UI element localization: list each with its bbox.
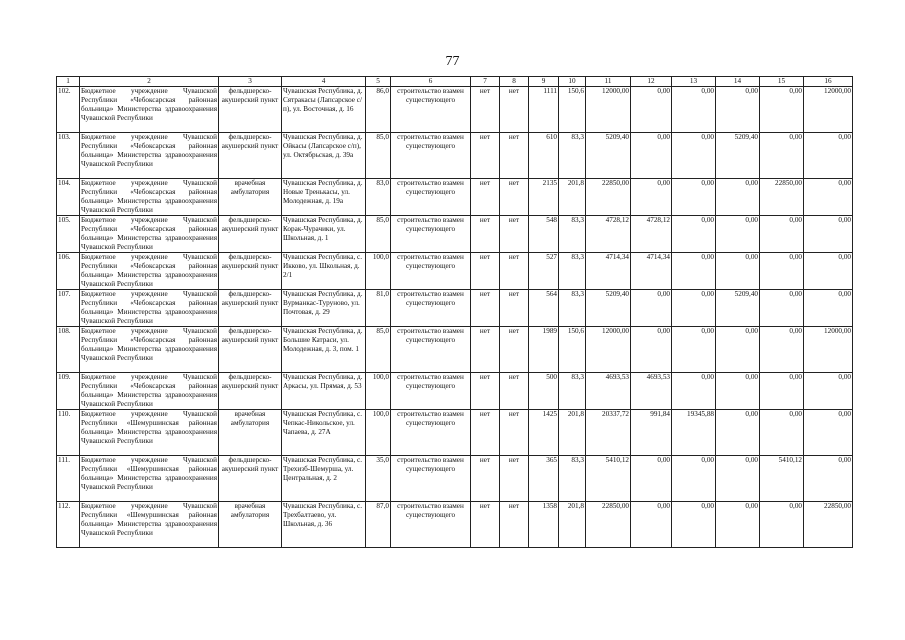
column-number-row bbox=[57, 77, 853, 87]
col-14-cell: 0,00 bbox=[716, 502, 760, 548]
address-cell: Чувашская Республика, с. Чепкас-Никольское, ул. Чапаева, д. 27А bbox=[282, 410, 366, 456]
institution-cell: Бюджетное учреждение Чувашской Республики «Чебоксарская районная больница» Министерства здравоохранения Чувашской Республики bbox=[81, 373, 217, 408]
institution-cell: Бюджетное учреждение Чувашской Республики «Чебоксарская районная больница» Министерства здравоохранения Чувашской Республики bbox=[81, 253, 217, 288]
col-10-cell: 83,3 bbox=[559, 216, 586, 253]
table-row bbox=[57, 327, 853, 373]
col-7-cell: нет bbox=[471, 373, 500, 410]
row-number-cell: 103. bbox=[57, 133, 80, 179]
area-cell: 85,0 bbox=[366, 327, 391, 373]
col-13-cell: 0,00 bbox=[672, 502, 716, 548]
col-14-cell: 0,00 bbox=[716, 216, 760, 253]
institution-cell: Бюджетное учреждение Чувашской Республики «Чебоксарская районная больница» Министерства здравоохранения Чувашской Республики bbox=[80, 133, 219, 179]
col-14-cell: 0,00 bbox=[716, 253, 760, 290]
table-row bbox=[57, 410, 853, 456]
row-number-cell: 109. bbox=[57, 373, 80, 410]
col-10-cell: 201,8 bbox=[559, 179, 586, 216]
col-7-cell: нет bbox=[471, 290, 500, 327]
address-cell: Чувашская Республика, д. Корак-Чурачики, ул. Школьная, д. 1 bbox=[282, 216, 366, 253]
col-12-cell: 4728,12 bbox=[631, 216, 672, 253]
column-number: 13 bbox=[672, 77, 716, 87]
column-number: 10 bbox=[559, 77, 586, 87]
table-row bbox=[57, 456, 853, 502]
col-12-cell: 991,84 bbox=[631, 410, 672, 456]
row-number-cell: 106. bbox=[57, 253, 80, 290]
col-9-cell: 365 bbox=[529, 456, 559, 502]
col-8-cell: нет bbox=[500, 253, 529, 290]
row-number-cell: 110. bbox=[57, 410, 80, 456]
planned-action-cell: строительство взамен существующего bbox=[391, 179, 471, 216]
facility-type-cell: фельдшерско-акушерский пункт bbox=[219, 87, 282, 133]
col-12-cell: 0,00 bbox=[631, 290, 672, 327]
planned-action-cell: строительство взамен существующего bbox=[391, 410, 471, 456]
col-8-cell: нет bbox=[500, 87, 529, 133]
col-15-cell: 0,00 bbox=[760, 327, 804, 373]
col-16-cell: 0,00 bbox=[804, 253, 853, 290]
row-number-cell: 112. bbox=[57, 502, 80, 548]
col-10-cell: 201,8 bbox=[559, 502, 586, 548]
col-7-cell: нет bbox=[471, 179, 500, 216]
row-number-cell: 104. bbox=[57, 179, 80, 216]
row-number-cell: 105. bbox=[57, 216, 80, 253]
facility-type-cell: фельдшерско-акушерский пункт bbox=[219, 290, 282, 327]
address-cell: Чувашская Республика, д. Аркасы, ул. Прямая, д. 53 bbox=[282, 373, 366, 410]
area-cell: 86,0 bbox=[366, 87, 391, 133]
column-number: 15 bbox=[760, 77, 804, 87]
col-16-cell: 22850,00 bbox=[804, 502, 853, 548]
col-10-cell: 150,6 bbox=[559, 87, 586, 133]
col-15-cell: 0,00 bbox=[760, 410, 804, 456]
col-9-cell: 2135 bbox=[529, 179, 559, 216]
col-12-cell: 0,00 bbox=[631, 327, 672, 373]
col-10-cell: 83,3 bbox=[559, 290, 586, 327]
column-number: 8 bbox=[500, 77, 529, 87]
institution-cell: Бюджетное учреждение Чувашской Республики «Чебоксарская районная больница» Министерства здравоохранения Чувашской Республики bbox=[80, 87, 219, 133]
column-number: 14 bbox=[716, 77, 760, 87]
col-9-cell: 1111 bbox=[529, 87, 559, 133]
col-7-cell: нет bbox=[471, 410, 500, 456]
table-row bbox=[57, 373, 853, 410]
col-13-cell: 0,00 bbox=[672, 133, 716, 179]
col-16-cell: 0,00 bbox=[804, 133, 853, 179]
col-11-cell: 5209,40 bbox=[586, 290, 631, 327]
col-7-cell: нет bbox=[471, 456, 500, 502]
col-8-cell: нет bbox=[500, 456, 529, 502]
col-8-cell: нет bbox=[500, 410, 529, 456]
column-number: 11 bbox=[586, 77, 631, 87]
planned-action-cell: строительство взамен существующего bbox=[391, 456, 471, 502]
col-16-cell: 0,00 bbox=[804, 373, 853, 410]
institution-cell: Бюджетное учреждение Чувашской Республики «Чебоксарская районная больница» Министерства здравоохранения Чувашской Республики bbox=[81, 216, 217, 251]
address-cell: Чувашская Республика, д. Ойкасы (Лапсарское с/п), ул. Октябрьская, д. 39а bbox=[282, 133, 366, 179]
facility-type-cell: врачебная амбулатория bbox=[219, 502, 282, 548]
institution-cell: Бюджетное учреждение Чувашской Республики «Чебоксарская районная больница» Министерства здравоохранения Чувашской Республики bbox=[81, 290, 217, 325]
institution-cell: Бюджетное учреждение Чувашской Республики «Шемуршинская районная больница» Министерства здравоохранения Чувашской Республики bbox=[80, 502, 219, 548]
col-15-cell: 0,00 bbox=[760, 87, 804, 133]
table-row bbox=[57, 133, 853, 179]
col-15-cell: 0,00 bbox=[760, 373, 804, 410]
col-9-cell: 610 bbox=[529, 133, 559, 179]
col-14-cell: 5209,40 bbox=[716, 133, 760, 179]
table-row bbox=[57, 253, 853, 290]
col-15-cell: 0,00 bbox=[760, 133, 804, 179]
col-15-cell: 0,00 bbox=[760, 216, 804, 253]
col-14-cell: 0,00 bbox=[716, 179, 760, 216]
col-7-cell: нет bbox=[471, 133, 500, 179]
facility-type-cell: фельдшерско-акушерский пункт bbox=[219, 253, 282, 290]
col-10-cell: 150,6 bbox=[559, 327, 586, 373]
col-9-cell: 500 bbox=[529, 373, 559, 410]
col-15-cell: 5410,12 bbox=[760, 456, 804, 502]
planned-action-cell: строительство взамен существующего bbox=[391, 133, 471, 179]
row-number-cell: 111. bbox=[57, 456, 80, 502]
col-13-cell: 0,00 bbox=[672, 87, 716, 133]
col-10-cell: 83,3 bbox=[559, 133, 586, 179]
page-number: 77 bbox=[445, 54, 460, 69]
table-row bbox=[57, 179, 853, 216]
col-12-cell: 4714,34 bbox=[631, 253, 672, 290]
col-11-cell: 12000,00 bbox=[586, 327, 631, 373]
column-number: 1 bbox=[57, 77, 80, 87]
col-13-cell: 0,00 bbox=[672, 456, 716, 502]
col-12-cell: 0,00 bbox=[631, 502, 672, 548]
col-8-cell: нет bbox=[500, 179, 529, 216]
col-10-cell: 83,3 bbox=[559, 456, 586, 502]
column-number: 6 bbox=[391, 77, 471, 87]
column-number: 2 bbox=[80, 77, 219, 87]
row-number-cell: 108. bbox=[57, 327, 80, 373]
area-cell: 83,0 bbox=[366, 179, 391, 216]
col-11-cell: 5209,40 bbox=[586, 133, 631, 179]
facility-type-cell: фельдшерско-акушерский пункт bbox=[219, 456, 282, 502]
address-cell: Чувашская Республика, с. Трехизб-Шемурша, ул. Центральная, д. 2 bbox=[282, 456, 366, 502]
column-number: 5 bbox=[366, 77, 391, 87]
column-number: 12 bbox=[631, 77, 672, 87]
col-13-cell: 0,00 bbox=[672, 290, 716, 327]
col-10-cell: 83,3 bbox=[559, 373, 586, 410]
planned-action-cell: строительство взамен существующего bbox=[391, 290, 471, 327]
col-14-cell: 0,00 bbox=[716, 456, 760, 502]
col-7-cell: нет bbox=[471, 216, 500, 253]
table-row bbox=[57, 87, 853, 133]
col-16-cell: 0,00 bbox=[804, 456, 853, 502]
row-number-cell: 107. bbox=[57, 290, 80, 327]
col-11-cell: 5410,12 bbox=[586, 456, 631, 502]
col-13-cell: 0,00 bbox=[672, 373, 716, 410]
area-cell: 100,0 bbox=[366, 410, 391, 456]
col-7-cell: нет bbox=[471, 87, 500, 133]
col-8-cell: нет bbox=[500, 133, 529, 179]
planned-action-cell: строительство взамен существующего bbox=[391, 373, 471, 410]
col-11-cell: 12000,00 bbox=[586, 87, 631, 133]
col-11-cell: 22850,00 bbox=[586, 502, 631, 548]
col-9-cell: 1989 bbox=[529, 327, 559, 373]
col-12-cell: 0,00 bbox=[631, 87, 672, 133]
col-16-cell: 0,00 bbox=[804, 290, 853, 327]
col-11-cell: 4714,34 bbox=[586, 253, 631, 290]
column-number: 4 bbox=[282, 77, 366, 87]
col-14-cell: 0,00 bbox=[716, 373, 760, 410]
col-11-cell: 20337,72 bbox=[586, 410, 631, 456]
col-10-cell: 83,3 bbox=[559, 253, 586, 290]
col-11-cell: 4693,53 bbox=[586, 373, 631, 410]
institution-cell: Бюджетное учреждение Чувашской Республики «Шемуршинская районная больница» Министерства здравоохранения Чувашской Республики bbox=[80, 410, 219, 456]
col-9-cell: 1425 bbox=[529, 410, 559, 456]
col-12-cell: 0,00 bbox=[631, 179, 672, 216]
col-7-cell: нет bbox=[471, 327, 500, 373]
facility-type-cell: фельдшерско-акушерский пункт bbox=[219, 327, 282, 373]
col-16-cell: 12000,00 bbox=[804, 87, 853, 133]
col-13-cell: 0,00 bbox=[672, 179, 716, 216]
area-cell: 81,0 bbox=[366, 290, 391, 327]
facility-type-cell: фельдшерско-акушерский пункт bbox=[219, 373, 282, 410]
col-16-cell: 0,00 bbox=[804, 179, 853, 216]
address-cell: Чувашская Республика, д. Новые Тренькасы, ул. Молодежная, д. 19а bbox=[282, 179, 366, 216]
planned-action-cell: строительство взамен существующего bbox=[391, 502, 471, 548]
col-8-cell: нет bbox=[500, 327, 529, 373]
table-row bbox=[57, 290, 853, 327]
col-15-cell: 0,00 bbox=[760, 290, 804, 327]
col-13-cell: 0,00 bbox=[672, 253, 716, 290]
planned-action-cell: строительство взамен существующего bbox=[391, 253, 471, 290]
address-cell: Чувашская Республика, д. Вурманкас-Туруново, ул. Почтовая, д. 29 bbox=[282, 290, 366, 327]
col-8-cell: нет bbox=[500, 290, 529, 327]
col-15-cell: 22850,00 bbox=[760, 179, 804, 216]
col-12-cell: 0,00 bbox=[631, 456, 672, 502]
col-15-cell: 0,00 bbox=[760, 502, 804, 548]
institution-cell: Бюджетное учреждение Чувашской Республики «Шемуршинская районная больница» Министерства здравоохранения Чувашской Республики bbox=[80, 456, 219, 502]
col-13-cell: 19345,88 bbox=[672, 410, 716, 456]
area-cell: 100,0 bbox=[366, 373, 391, 410]
col-16-cell: 0,00 bbox=[804, 216, 853, 253]
table-body bbox=[57, 77, 853, 548]
col-16-cell: 0,00 bbox=[804, 410, 853, 456]
address-cell: Чувашская Республика, с. Трехбалтаево, ул. Школьная, д. 36 bbox=[282, 502, 366, 548]
column-number: 16 bbox=[804, 77, 853, 87]
col-7-cell: нет bbox=[471, 502, 500, 548]
institution-cell: Бюджетное учреждение Чувашской Республики «Чебоксарская районная больница» Министерства здравоохранения Чувашской Республики bbox=[81, 179, 217, 214]
planned-action-cell: строительство взамен существующего bbox=[391, 87, 471, 133]
area-cell: 100,0 bbox=[366, 253, 391, 290]
col-14-cell: 0,00 bbox=[716, 327, 760, 373]
col-13-cell: 0,00 bbox=[672, 216, 716, 253]
row-number-cell: 102. bbox=[57, 87, 80, 133]
col-8-cell: нет bbox=[500, 373, 529, 410]
col-10-cell: 201,8 bbox=[559, 410, 586, 456]
table-row bbox=[57, 502, 853, 548]
col-11-cell: 4728,12 bbox=[586, 216, 631, 253]
area-cell: 35,0 bbox=[366, 456, 391, 502]
area-cell: 87,0 bbox=[366, 502, 391, 548]
col-9-cell: 1358 bbox=[529, 502, 559, 548]
col-8-cell: нет bbox=[500, 502, 529, 548]
col-14-cell: 0,00 bbox=[716, 87, 760, 133]
facility-type-cell: фельдшерско-акушерский пункт bbox=[219, 216, 282, 253]
address-cell: Чувашская Республика, д. Сятракасы (Лапсарское с/п), ул. Восточная, д. 16 bbox=[282, 87, 366, 133]
area-cell: 85,0 bbox=[366, 133, 391, 179]
col-13-cell: 0,00 bbox=[672, 327, 716, 373]
table-row bbox=[57, 216, 853, 253]
column-number: 7 bbox=[471, 77, 500, 87]
facility-type-cell: врачебная амбулатория bbox=[219, 410, 282, 456]
col-14-cell: 5209,40 bbox=[716, 290, 760, 327]
column-number: 3 bbox=[219, 77, 282, 87]
institution-cell: Бюджетное учреждение Чувашской Республики «Чебоксарская районная больница» Министерства здравоохранения Чувашской Республики bbox=[80, 327, 219, 373]
col-9-cell: 564 bbox=[529, 290, 559, 327]
planned-action-cell: строительство взамен существующего bbox=[391, 216, 471, 253]
col-16-cell: 12000,00 bbox=[804, 327, 853, 373]
col-14-cell: 0,00 bbox=[716, 410, 760, 456]
column-number: 9 bbox=[529, 77, 559, 87]
address-cell: Чувашская Республика, с. Икково, ул. Школьная, д. 2/1 bbox=[282, 253, 366, 290]
col-11-cell: 22850,00 bbox=[586, 179, 631, 216]
col-7-cell: нет bbox=[471, 253, 500, 290]
col-9-cell: 548 bbox=[529, 216, 559, 253]
facilities-table bbox=[56, 76, 853, 548]
col-12-cell: 0,00 bbox=[631, 133, 672, 179]
col-9-cell: 527 bbox=[529, 253, 559, 290]
facility-type-cell: врачебная амбулатория bbox=[219, 179, 282, 216]
col-8-cell: нет bbox=[500, 216, 529, 253]
col-12-cell: 4693,53 bbox=[631, 373, 672, 410]
col-15-cell: 0,00 bbox=[760, 253, 804, 290]
address-cell: Чувашская Республика, д. Большие Катраси, ул. Молодежная, д. 3, пом. 1 bbox=[282, 327, 366, 373]
facility-type-cell: фельдшерско-акушерский пункт bbox=[219, 133, 282, 179]
area-cell: 85,0 bbox=[366, 216, 391, 253]
planned-action-cell: строительство взамен существующего bbox=[391, 327, 471, 373]
